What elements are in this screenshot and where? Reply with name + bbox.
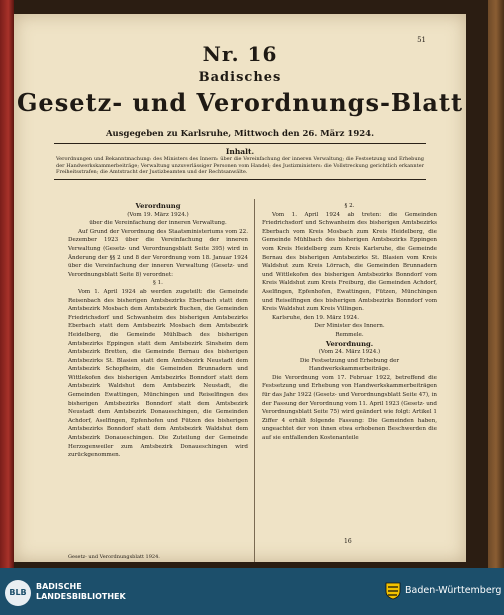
sponsor-name: Baden-Württemberg xyxy=(405,585,502,596)
ordinance-heading: Verordnung xyxy=(135,202,181,210)
book-cover-right xyxy=(488,0,504,568)
page-number: 51 xyxy=(417,36,426,44)
coat-of-arms-icon xyxy=(385,582,401,600)
divider xyxy=(54,179,426,180)
ordinance-body: Vom 1. April 1924 ab werden zugeteilt: die Gemeinde Reisenbach des bisherigen Amtsbezirks Eberbach statt dem Amtsbezirk Mosbach dem Amtsbezirk Buchen, die Gemeinden Friedrichsdorf und Schwanheim des bisherigen Amtsbezirks Eberbach statt dem Amtsbezirk Mosbach dem Amtsbezirk Heidelberg, die Gemeinde Mühlbach des bisherigen Amtsbezirks Eppingen statt dem Amtsbezirk Sinsheim dem Amtsbezirk Bretten, die Gemeinde Bernau des bisherigen Amtsbezirks St. Blasien statt dem Amtsbezirk Neustadt dem Amtsbezirk Schopfheim, die Gemeinden Brunnadern und Wittlekofen des bisherigen Amtsbezirks Bonndorf statt dem Amtsbezirk Waldshut dem Amtsbezirk Neustadt, die Gemeinden Ewattingen, Münchingen und Reiselfingen des bisherigen Amtsbezirks Bonndorf statt dem Amtsbezirk Neustadt dem Amtsbezirk Donaueschingen, die Gemeinden Achdorf, Aselfingen, Epfenhofen und Fützen des bisherigen Amtsbezirks Bonndorf statt dem Amtsbezirk Waldshut dem Amtsbezirk Donaueschingen. Die Zuteilung der Gemeinde Herzogenweiler zum Amtsbezirk Donaueschingen wird zurückgenommen. xyxy=(68,288,248,459)
issued-line: Ausgegeben zu Karlsruhe, Mittwoch den 26. März 1924. xyxy=(105,129,375,139)
ordinance-body-2: Die Verordnung vom 17. Februar 1922, betreffend die Festsetzung und Erhebung von Handwerkskammerbeiträgen für das Jahr 1922 (Gesetz- und Verordnungsblatt Seite 47), in der Fassung der Verordnung vom 11. April 1923 (Gesetz- und Verordnungsblatt Seite 75) wird geändert wie folgt: Artikel 1 Ziffer 4 erhält folgende Fassung: Die Gemeinden haben, ungeachtet der von ihnen etwa erhobenen Beschwerden die auf sie entfallenden Kostenanteile xyxy=(262,374,437,442)
masthead-small: Badisches xyxy=(198,70,282,85)
library-name xyxy=(36,582,126,602)
ordinance-intro: Auf Grund der Verordnung des Staatsministeriums vom 22. Dezember 1923 über die Vereinfachung der inneren Verwaltung (Gesetz- und Verordnungsblatt Seite 395) wird in Änderung der §§ 2 und 8 der Verordnung vom 18. Januar 1924 über die Vereinfachung der inneren Verwaltung (Gesetz- und Verordnungsblatt Seite 8) verordnet: xyxy=(68,228,248,278)
page-mark: 16 xyxy=(344,538,352,545)
library-banner xyxy=(0,568,504,615)
blb-logo-icon: BLB xyxy=(5,580,31,606)
ordinance-subject-2: Die Festsetzung und Erhebung der Handwerkskammerbeiträge. xyxy=(299,357,400,373)
right-column xyxy=(262,202,437,443)
ordinance-date-2: (Vom 24. März 1924.) xyxy=(318,349,381,356)
ordinance-subject: über die Vereinfachung der inneren Verwaltung. xyxy=(89,220,227,227)
library-name-line1: BADISCHE xyxy=(36,582,82,591)
issue-number: Nr. 16 xyxy=(202,42,278,66)
section-body: Vom 1. April 1924 ab treten: die Gemeinden Friedrichsdorf und Schwanheim des bisherigen Amtsbezirks Eberbach vom Kreis Mosbach zum Kreis Heidelberg, die Gemeinde Mühlbach des bisherigen Amtsbezirks Eppingen vom Kreis Heidelberg zum Kreis Karlsruhe, die Gemeinde Bernau des bisherigen Amtsbezirks St. Blasien vom Kreis Waldshut zum Kreis Lörrach, die Gemeinden Brunnadern und Wittlekofen des bisherigen Amtsbezirks Bonndorf vom Kreis Waldshut zum Kreis Freiburg, die Gemeinden Achdorf, Aselfingen, Epfenhofen, Ewattingen, Fützen, Münchingen und Reiselfingen des bisherigen Amtsbezirks Bonndorf vom Kreis Waldshut zum Kreis Villingen. xyxy=(262,211,437,313)
page-footer: Gesetz- und Verordnungsblatt 1924. xyxy=(68,554,160,560)
section-heading: § 2. xyxy=(344,203,355,209)
column-divider xyxy=(254,199,255,562)
masthead-title: Gesetz- und Verordnungs-Blatt xyxy=(16,88,464,117)
place-date: Karlsruhe, den 19. März 1924. xyxy=(272,314,360,321)
book-cover-left xyxy=(0,0,14,568)
ordinance-date: (Vom 19. März 1924.) xyxy=(127,211,189,218)
contents-text: Verordnungen und Bekanntmachung: des Ministers des Innern: über die Vereinfachung der inneren Verwaltung; die Festsetzung und Erhebung der Handwerkskammerbeiträge; Verwaltung unzuverlässiger Personen vom Handel; des Justizministers: die Vollstreckung gerichtlich erkannter Freiheitsstrafen; die Amtstracht der Justizbeamten und der Rechtsanwälte. xyxy=(56,156,424,175)
library-name-line2: LANDESBIBLIOTHEK xyxy=(36,592,126,601)
divider xyxy=(54,143,426,144)
section-heading: § 1. xyxy=(153,280,163,287)
document-page xyxy=(14,14,466,562)
contents-heading: Inhalt. xyxy=(225,147,255,156)
minister-line: Der Minister des Innern. xyxy=(314,323,385,330)
signature: Remmele. xyxy=(335,331,364,338)
ordinance-heading-2: Verordnung. xyxy=(325,339,374,348)
left-column xyxy=(68,202,248,460)
